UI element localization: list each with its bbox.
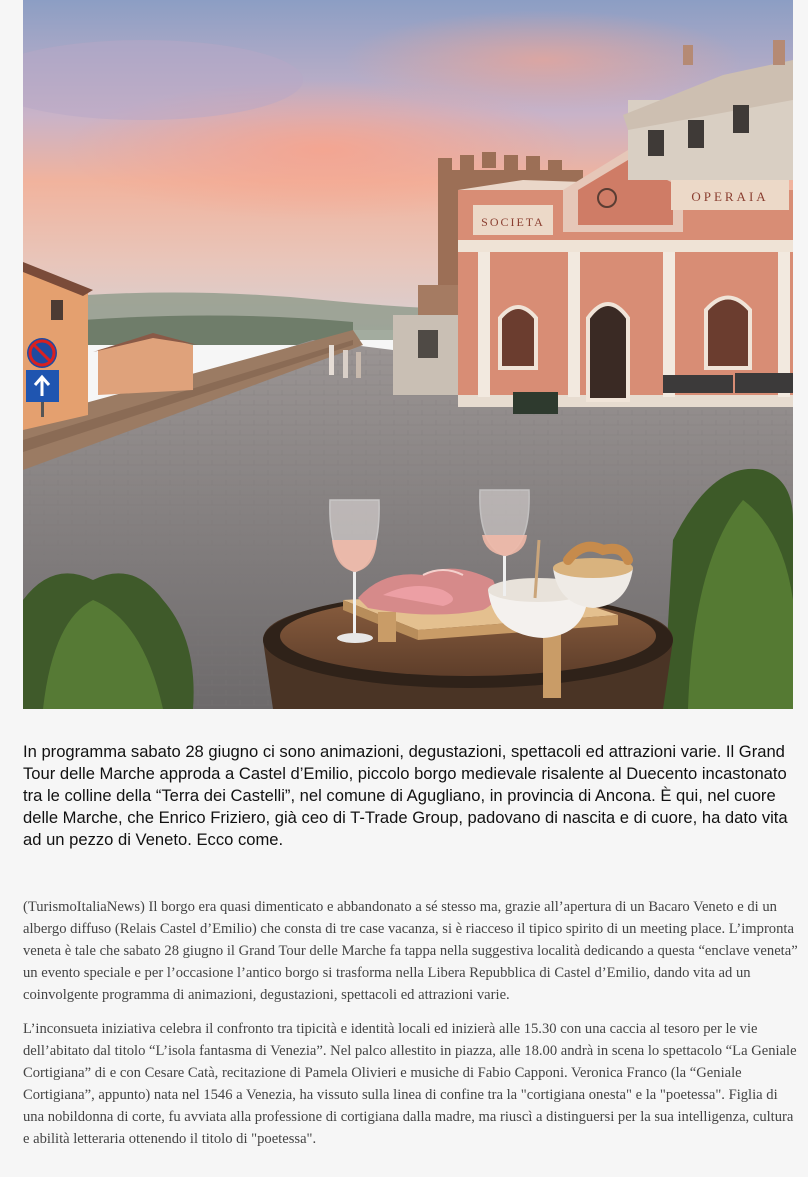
building-sign-right: OPERAIA <box>691 189 769 204</box>
article-paragraph: L’inconsueta iniziativa celebra il confronto tra tipicità e identità locali ed inizierà alle 15.30 con una caccia al tesoro per le vie dell’abitato dal titolo “L’isola fantasma di Venezia”. Nel palco allestito in piazza, alle 18.00 andrà in scena lo spettacolo “La Geniale Cortigiana” di e con Cesare Catà, recitazione di Pamela Olivieri e musiche di Fabio Capponi. Veronica Franco (la “Geniale Cortigiana”, appunto) nata nel 1546 a Venezia, ha vissuto sulla linea di confine tra la "cortigiana onesta" e la "poetessa". Figlia di una nobildonna di corte, fu avviata alla professione di cortigiana dalla madre, ma riuscì a distinguersi per la sua intelligenza, cultura e abilità letteraria ottenendo il titolo di "poetessa". <box>23 1021 797 1147</box>
building-sign-left: SOCIETA <box>481 215 545 229</box>
article-body <box>23 896 798 1162</box>
article-photo <box>23 0 793 709</box>
article-lead: In programma sabato 28 giugno ci sono animazioni, degustazioni, spettacoli ed attrazioni varie. Il Grand Tour delle Marche approda a Castel d’Emilio, piccolo borgo medievale risalente al Duecento incastonato tra le colline della “Terra dei Castelli”, nel comune di Agugliano, in provincia di Ancona. È qui, nel cuore delle Marche, che Enrico Friziero, già ceo di T-Trade Group, padovano di nascita e di cuore, ha dato vita ad un pezzo di Veneto. Ecco come. <box>23 742 788 849</box>
article-paragraph: (TurismoItaliaNews) Il borgo era quasi dimenticato e abbandonato a sé stesso ma, grazie all’apertura di un Bacaro Veneto e di un albergo diffuso (Relais Castel d’Emilio) che consta di tre case vacanza, si è riacceso il tipico spirito di un meeting place. L’impronta veneta è tale che sabato 28 giugno il Grand Tour delle Marche fa tappa nella suggestiva località dedicando a questa “enclave veneta” un evento speciale e per l’occasione l’antico borgo si trasforma nella Libera Repubblica di Castel d’Emilio, dando vita ad un coinvolgente programma di animazioni, degustazioni, spettacoli ed attrazioni varie. <box>23 899 798 1003</box>
